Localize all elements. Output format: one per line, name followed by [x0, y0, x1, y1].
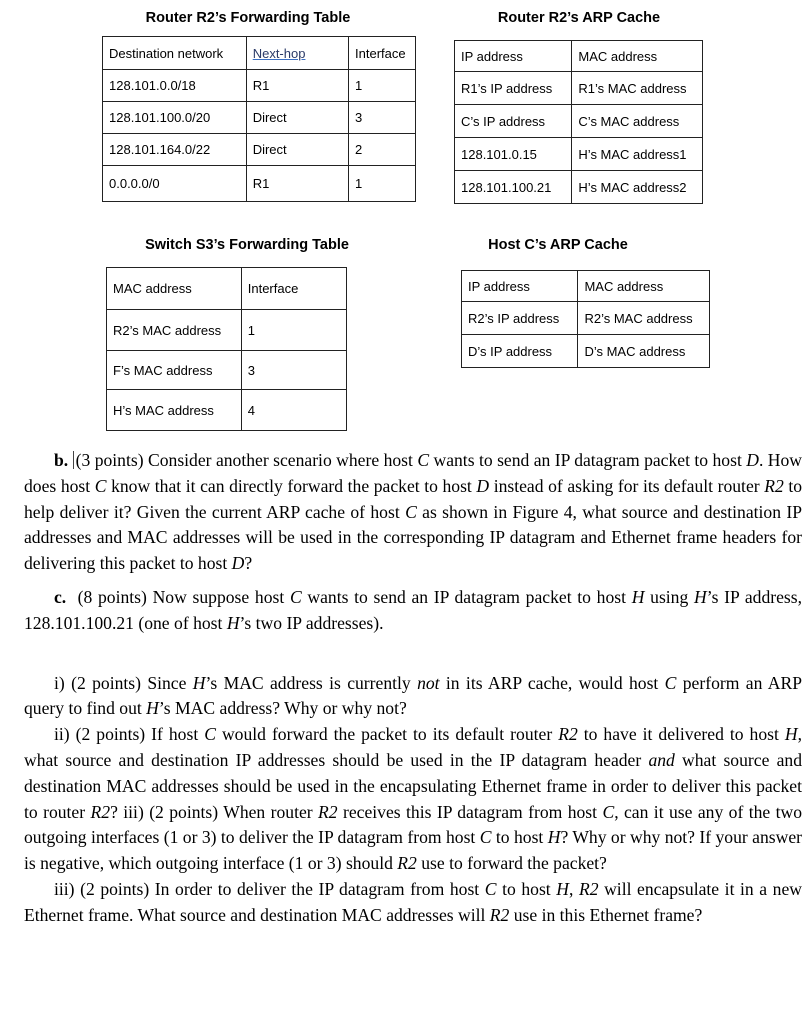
table-cell: 128.101.100.0/20	[103, 102, 247, 134]
column-header: Destination network	[103, 37, 247, 70]
table-cell: 1	[241, 310, 346, 351]
host-arp-cache-table	[461, 270, 710, 368]
table-cell: R2’s MAC address	[578, 302, 710, 335]
table-cell: R1	[246, 70, 348, 102]
table-cell: H’s MAC address2	[572, 171, 703, 204]
table-cell: C’s MAC address	[572, 105, 703, 138]
question-b-label: b.	[54, 450, 69, 470]
table-row	[455, 171, 703, 204]
text-cursor	[73, 451, 74, 469]
table-cell: 1	[349, 70, 416, 102]
table-cell: H’s MAC address1	[572, 138, 703, 171]
table-cell: 3	[241, 351, 346, 390]
table-row	[103, 166, 416, 202]
table-cell: D’s IP address	[462, 335, 578, 368]
table-row	[455, 105, 703, 138]
table-header-row	[455, 41, 703, 72]
table-cell: C’s IP address	[455, 105, 572, 138]
question-c: c. (8 points) Now suppose host C wants to send an IP datagram packet to host H using H’s IP address, 128.101.100.21 (one of host H’s two IP addresses).	[24, 586, 803, 633]
table-cell: 4	[241, 390, 346, 431]
table-row	[107, 310, 347, 351]
question-text	[24, 448, 802, 929]
question-c-iii: iii) (2 points) In order to deliver the IP datagram from host C to host H, R2 will encapsulate it in a new Ethernet frame. What source and destination MAC addresses will R2 use in this Ethernet frame?	[24, 878, 802, 925]
table-cell: R1	[246, 166, 348, 202]
table-header-row	[462, 271, 710, 302]
table-header-row	[103, 37, 416, 70]
table-row	[462, 335, 710, 368]
table-cell: H’s MAC address	[107, 390, 242, 431]
table-header-row	[107, 268, 347, 310]
question-c-i: i) (2 points) Since H’s MAC address is currently not in its ARP cache, would host C perform an ARP query to find out H’s MAC address? Why or why not?	[24, 672, 802, 719]
table-cell: Direct	[246, 134, 348, 166]
table-row	[103, 134, 416, 166]
table-row	[462, 302, 710, 335]
table-cell: 128.101.164.0/22	[103, 134, 247, 166]
question-c-label: c.	[54, 586, 67, 607]
switch-forwarding-table	[106, 267, 347, 431]
table-cell: R1’s IP address	[455, 72, 572, 105]
table-cell: 128.101.0.0/18	[103, 70, 247, 102]
question-c-ii: ii) (2 points) If host C would forward the packet to its default router R2 to have it delivered to host H, what source and destination IP addresses should be used in the IP datagram header and what source and destination MAC addresses should be used in the encapsulating Ethernet frame in order to deliver this packet to router R2? iii) (2 points) When router R2 receives this IP datagram from host C, can it use any of the two outgoing interfaces (1 or 3) to deliver the IP datagram from host C to host H? Why or why not? If your answer is negative, which outgoing interface (1 or 3) should R2 use to forward the packet?	[24, 724, 803, 874]
question-b: b. (3 points) Consider another scenario where host C wants to send an IP datagram packet to host D. How does host C know that it can directly forward the packet to host D instead of asking for its default router R2 to help deliver it? Given the current ARP cache of host C as shown in Figure 4, what source and destination IP addresses and MAC addresses will be used in the corresponding IP datagram and Ethernet frame headers for delivering this packet to host D?	[24, 450, 803, 574]
table-row	[455, 138, 703, 171]
table-cell: R2’s IP address	[462, 302, 578, 335]
table-row	[103, 70, 416, 102]
table-cell: 2	[349, 134, 416, 166]
router-arp-cache-table	[454, 40, 703, 204]
table-cell: 0.0.0.0/0	[103, 166, 247, 202]
column-header: MAC address	[107, 268, 242, 310]
table-cell: 3	[349, 102, 416, 134]
host-arp-cache-title: Host C’s ARP Cache	[488, 237, 628, 253]
table-cell: D’s MAC address	[578, 335, 710, 368]
table-cell: F’s MAC address	[107, 351, 242, 390]
column-header: Next-hop	[246, 37, 348, 70]
table-row	[107, 390, 347, 431]
column-header: Interface	[349, 37, 416, 70]
column-header: Interface	[241, 268, 346, 310]
table-row	[103, 102, 416, 134]
switch-forwarding-table-title: Switch S3’s Forwarding Table	[145, 237, 349, 253]
table-cell: 128.101.0.15	[455, 138, 572, 171]
column-header: IP address	[462, 271, 578, 302]
router-forwarding-table-title: Router R2’s Forwarding Table	[145, 10, 351, 26]
column-header: MAC address	[572, 41, 703, 72]
table-cell: R2’s MAC address	[107, 310, 242, 351]
column-header: MAC address	[578, 271, 710, 302]
column-header: IP address	[455, 41, 572, 72]
table-cell: 128.101.100.21	[455, 171, 572, 204]
table-row	[107, 351, 347, 390]
table-row	[455, 72, 703, 105]
table-cell: 1	[349, 166, 416, 202]
table-cell: R1’s MAC address	[572, 72, 703, 105]
router-arp-cache-title: Router R2’s ARP Cache	[497, 10, 661, 26]
router-forwarding-table	[102, 36, 416, 202]
table-cell: Direct	[246, 102, 348, 134]
